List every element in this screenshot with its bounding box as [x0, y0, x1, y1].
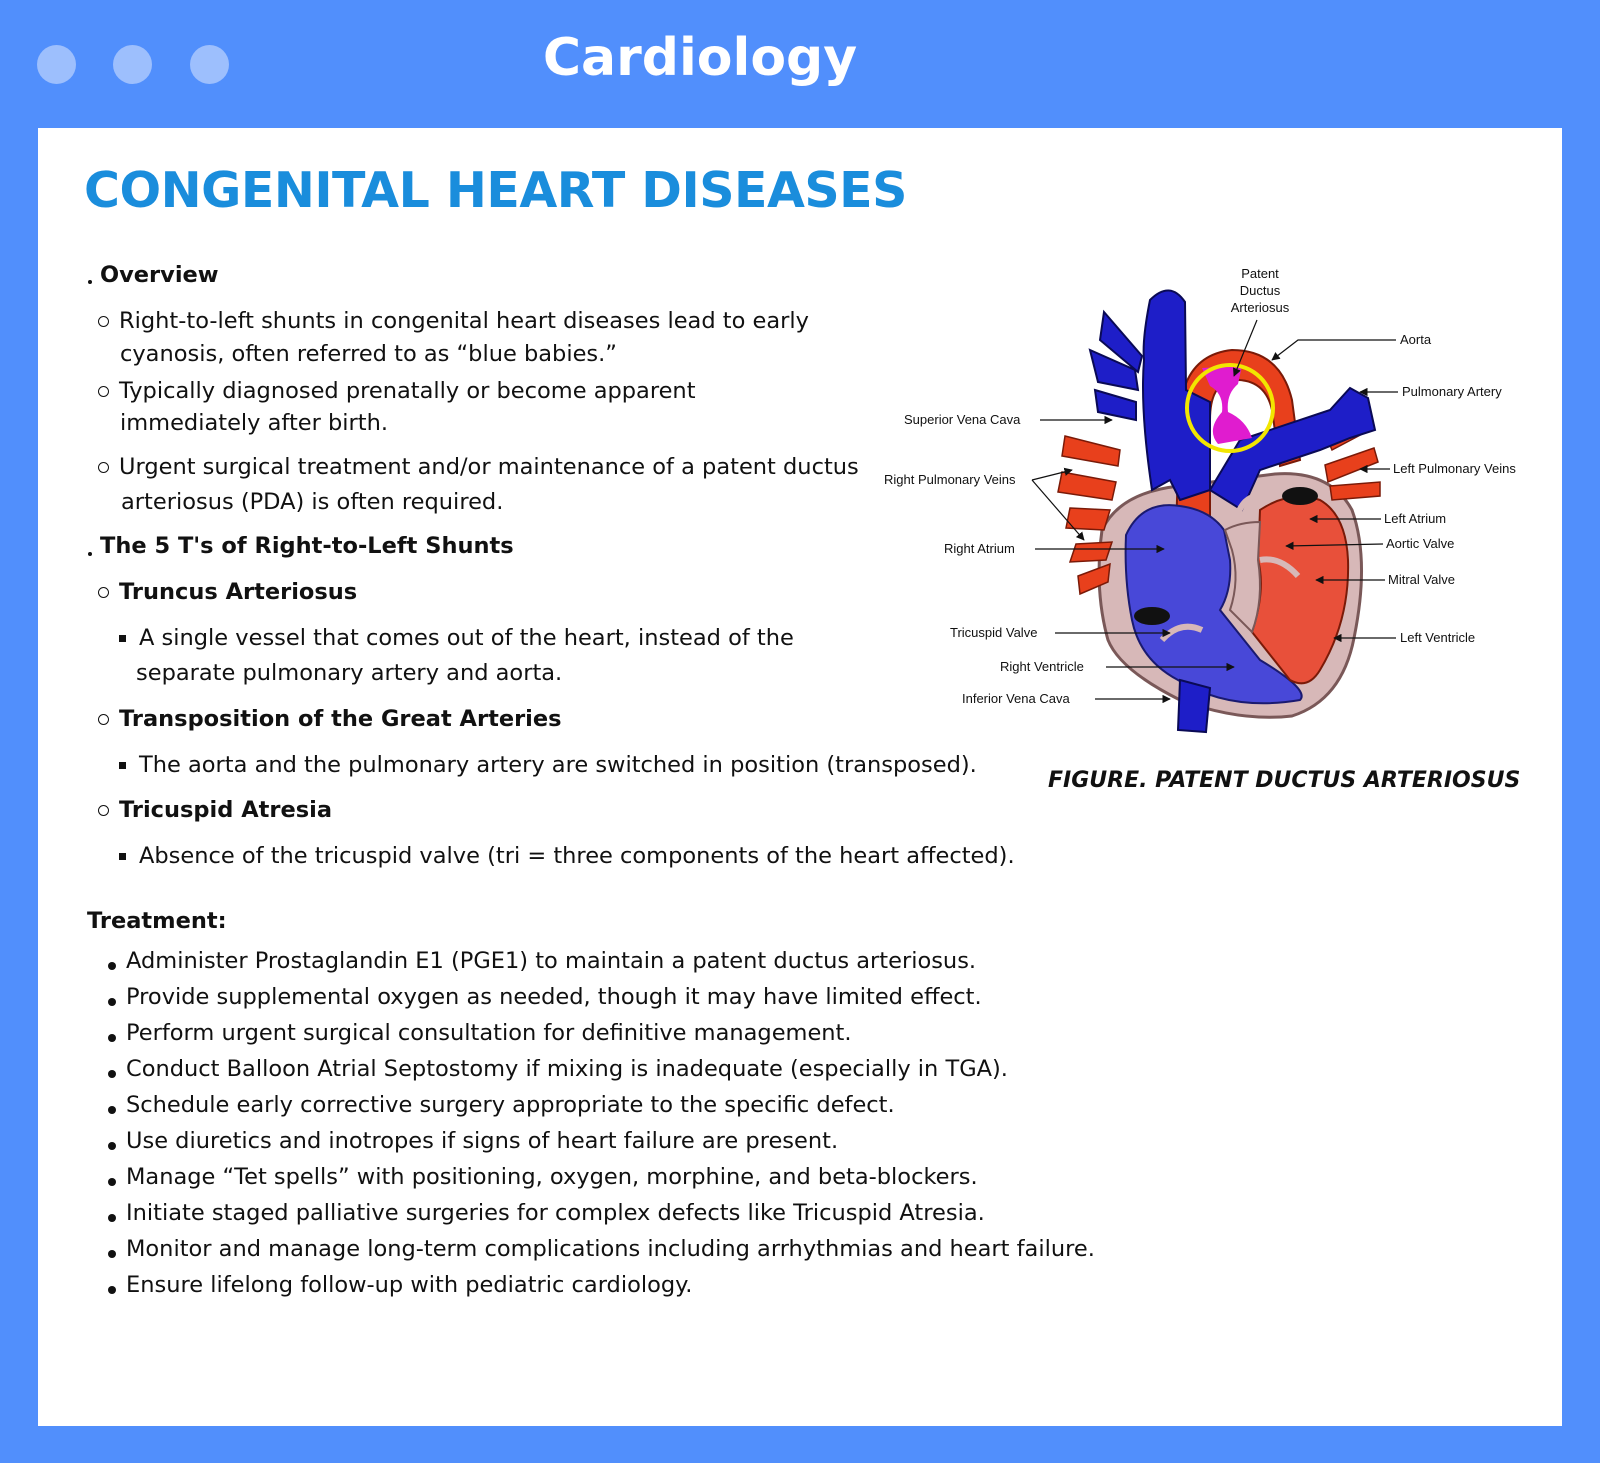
five-ts-title: The 5 T's of Right-to-Left Shunts: [100, 533, 514, 559]
window-titlebar: [0, 0, 1600, 128]
overview-point-3-line-2: arteriosus (PDA) is often required.: [121, 489, 504, 515]
inferior-vena-cava-shape: [1178, 680, 1210, 732]
bullet-circle: [98, 316, 109, 327]
transposition-title: Transposition of the Great Arteries: [119, 706, 562, 732]
label-pda-line-2: Ductus: [1239, 283, 1281, 298]
bullet-circle: [98, 805, 109, 816]
bullet-disc: [108, 1106, 116, 1114]
overview-title: Overview: [100, 262, 219, 288]
page-title: CONGENITAL HEART DISEASES: [84, 162, 907, 219]
bullet-dot: [88, 280, 92, 284]
pulmonary-vein-opening: [1282, 487, 1318, 505]
window-title: Cardiology: [542, 28, 858, 88]
bullet-disc: [108, 1178, 116, 1186]
bullet-dot: [88, 552, 92, 556]
bullet-square: [119, 853, 126, 860]
label-superior-vena-cava: Superior Vena Cava: [904, 412, 1021, 427]
treatment-item: Initiate staged palliative surgeries for complex defects like Tricuspid Atresia.: [126, 1200, 985, 1226]
treatment-item: Ensure lifelong follow-up with pediatric cardiology.: [126, 1272, 693, 1298]
label-right-atrium: Right Atrium: [944, 541, 1015, 556]
bullet-disc: [108, 1214, 116, 1222]
bullet-disc: [108, 1250, 116, 1258]
treatment-title: Treatment:: [87, 908, 227, 934]
treatment-item: Monitor and manage long-term complications including arrhythmias and heart failure.: [126, 1236, 1095, 1262]
label-left-pulmonary-veins: Left Pulmonary Veins: [1393, 461, 1516, 476]
bullet-circle: [98, 714, 109, 725]
label-pulmonary-artery: Pulmonary Artery: [1402, 384, 1502, 399]
tricuspid-atresia-title: Tricuspid Atresia: [119, 797, 333, 823]
label-mitral-valve: Mitral Valve: [1388, 572, 1455, 587]
tricuspid-desc: Absence of the tricuspid valve (tri = three components of the heart affected).: [139, 843, 1015, 869]
truncus-arteriosus-title: Truncus Arteriosus: [119, 579, 358, 605]
bullet-square: [119, 635, 126, 642]
bullet-circle: [98, 462, 109, 473]
overview-point-2-line-2: immediately after birth.: [120, 410, 389, 436]
label-right-pulmonary-veins: Right Pulmonary Veins: [884, 472, 1016, 487]
overview-point-3-line-1: Urgent surgical treatment and/or maintenance of a patent ductus: [119, 454, 859, 480]
treatment-item: Schedule early corrective surgery appropriate to the specific defect.: [126, 1092, 895, 1118]
bullet-disc: [108, 962, 116, 970]
bullet-disc: [108, 1034, 116, 1042]
transposition-desc: The aorta and the pulmonary artery are switched in position (transposed).: [139, 752, 977, 778]
label-pda-line-3: Arteriosus: [1230, 300, 1290, 315]
label-aortic-valve: Aortic Valve: [1386, 536, 1455, 551]
treatment-item: Conduct Balloon Atrial Septostomy if mixing is inadequate (especially in TGA).: [126, 1056, 1008, 1082]
bullet-disc: [108, 998, 116, 1006]
label-pda-line-1: Patent: [1241, 266, 1279, 281]
bullet-circle: [98, 587, 109, 598]
overview-point-2-line-1: Typically diagnosed prenatally or become apparent: [119, 378, 696, 404]
bullet-circle: [98, 386, 109, 397]
ivc-opening: [1134, 607, 1170, 625]
bullet-disc: [108, 1070, 116, 1078]
bullet-disc: [108, 1142, 116, 1150]
label-right-ventricle: Right Ventricle: [1000, 659, 1084, 674]
truncus-desc-line-1: A single vessel that comes out of the heart, instead of the: [139, 625, 794, 651]
overview-point-1-line-2: cyanosis, often referred to as “blue babies.”: [120, 341, 617, 367]
overview-point-1-line-1: Right-to-left shunts in congenital heart diseases lead to early: [119, 308, 809, 334]
bullet-disc: [108, 1286, 116, 1294]
content-panel: [38, 128, 1562, 1426]
label-aorta: Aorta: [1400, 332, 1432, 347]
bullet-square: [119, 762, 126, 769]
treatment-item: Manage “Tet spells” with positioning, oxygen, morphine, and beta-blockers.: [126, 1164, 978, 1190]
treatment-item: Provide supplemental oxygen as needed, though it may have limited effect.: [126, 984, 982, 1010]
treatment-item: Administer Prostaglandin E1 (PGE1) to maintain a patent ductus arteriosus.: [126, 948, 977, 974]
truncus-desc-line-2: separate pulmonary artery and aorta.: [136, 660, 563, 686]
label-left-ventricle: Left Ventricle: [1400, 630, 1476, 645]
treatment-item: Use diuretics and inotropes if signs of heart failure are present.: [126, 1128, 839, 1154]
label-left-atrium: Left Atrium: [1384, 511, 1447, 526]
figure-caption: FIGURE. PATENT DUCTUS ARTERIOSUS: [1048, 768, 1521, 793]
treatment-item: Perform urgent surgical consultation for definitive management.: [126, 1020, 852, 1046]
label-inferior-vena-cava: Inferior Vena Cava: [962, 691, 1070, 706]
heart-diagram: [880, 260, 1562, 740]
label-tricuspid-valve: Tricuspid Valve: [950, 625, 1038, 640]
